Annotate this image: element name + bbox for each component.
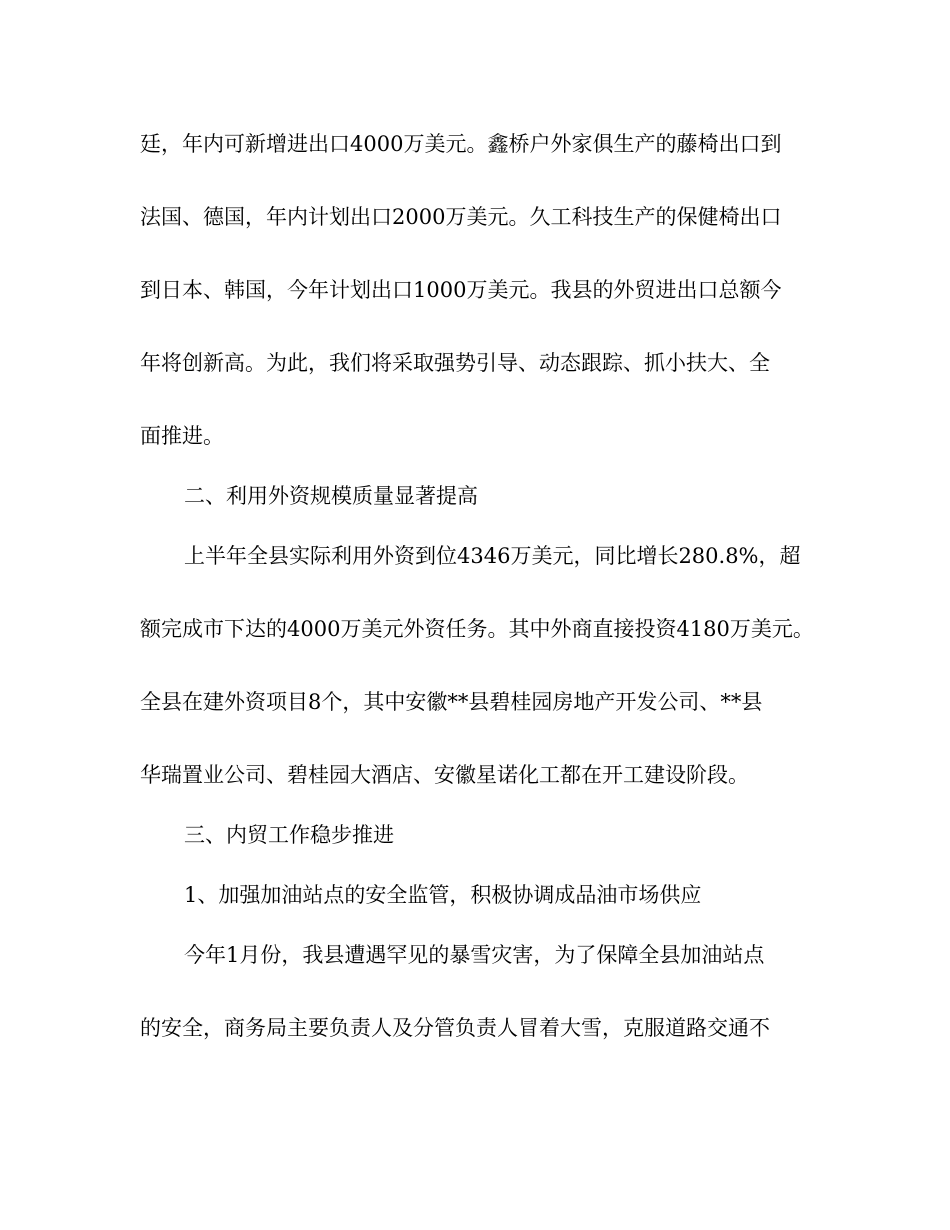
paragraph-line: 今年1月份，我县遭遇罕见的暴雪灾害，为了保障全县加油站点 bbox=[184, 943, 765, 967]
paragraph-line: 华瑞置业公司、碧桂园大酒店、安徽星诺化工都在开工建设阶段。 bbox=[140, 763, 749, 787]
section-heading: 三、内贸工作稳步推进 bbox=[184, 823, 394, 847]
paragraph-line: 面推进。 bbox=[140, 424, 224, 448]
section-heading: 二、利用外资规模质量显著提高 bbox=[184, 484, 478, 508]
paragraph-line: 额完成市下达的4000万美元外资任务。其中外商直接投资4180万美元。 bbox=[140, 617, 814, 641]
paragraph-line: 廷，年内可新增进出口4000万美元。鑫桥户外家俱生产的藤椅出口到 bbox=[140, 132, 782, 156]
paragraph-line: 法国、德国，年内计划出口2000万美元。久工科技生产的保健椅出口 bbox=[140, 205, 782, 229]
paragraph-line: 到日本、韩国，今年计划出口1000万美元。我县的外贸进出口总额今 bbox=[140, 278, 782, 302]
subsection-heading: 1、加强加油站点的安全监管，积极协调成品油市场供应 bbox=[184, 883, 702, 907]
paragraph-line: 年将创新高。为此，我们将采取强势引导、动态跟踪、抓小扶大、全 bbox=[140, 351, 770, 375]
paragraph-line: 的安全，商务局主要负责人及分管负责人冒着大雪，克服道路交通不 bbox=[140, 1016, 770, 1040]
paragraph-line: 上半年全县实际利用外资到位4346万美元，同比增长280.8%，超 bbox=[184, 544, 801, 568]
paragraph-line: 全县在建外资项目8个，其中安徽**县碧桂园房地产开发公司、**县 bbox=[140, 690, 763, 714]
